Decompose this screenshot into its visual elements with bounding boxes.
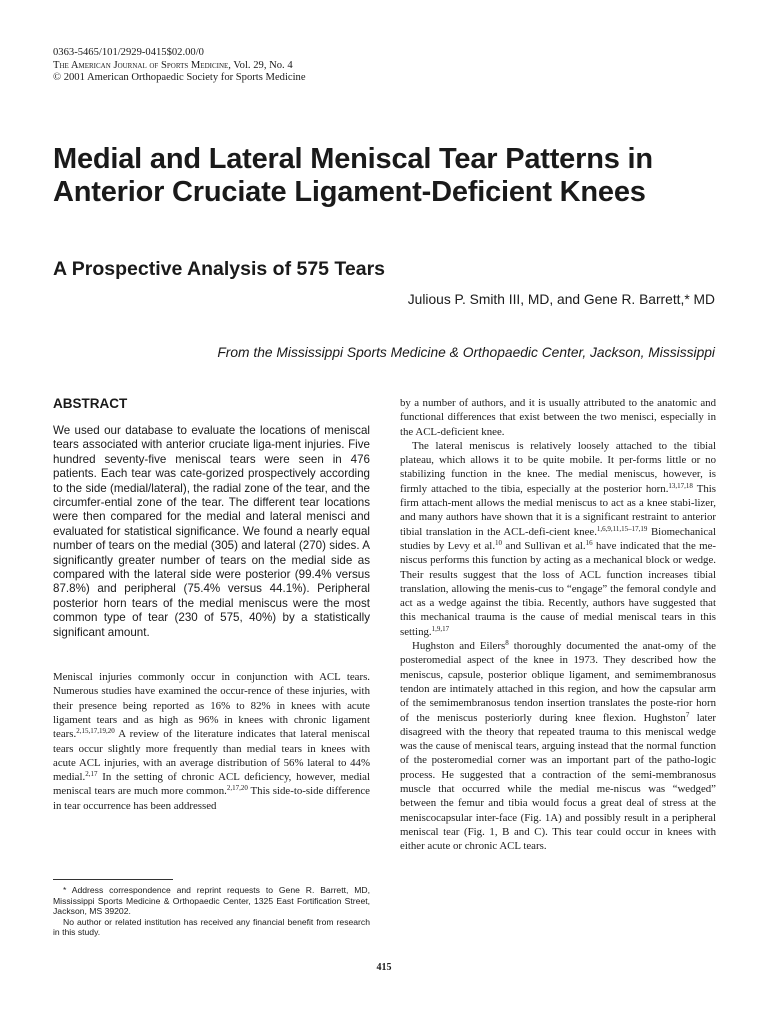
abstract-text: We used our database to evaluate the locations of meniscal tears associated with anterior cruciate liga-ment injuries. Five hundred seventy-five meniscal tears were seen in 476 patients. Each tear was cate-gorized prospectively according to the side (medial/lateral), the radial zone of the tear, and the circumfer-ential zone of the tear. The different tear locations were then compared for the medial and lateral menisci and evaluated for statistical significance. We found a nearly equal number of tears on the medial (305) and lateral (270) sides. A significantly greater number of tears on the medial side as compared with the lateral side were posterior (99.4% versus 87.8%) and peripheral (75.4% versus 44.1%). Peripheral posterior horn tears of the medial meniscus were the most common type of tear (230 of 575, 40%) by a statistically significant amount. — [53, 424, 370, 639]
citation-ref: 1,6,9,11,15–17,19 — [596, 524, 648, 533]
left-column — [53, 396, 370, 813]
citation-ref: 7 — [685, 710, 690, 719]
affiliation: From the Mississippi Sports Medicine & Orthopaedic Center, Jackson, Mississippi — [217, 345, 715, 360]
journal-name: The American Journal of Sports Medicine — [53, 59, 229, 71]
footnote-disclosure: No author or related institution has received any financial benefit from research in this study. — [53, 916, 370, 938]
intro-text-4: This side-to-side difference in tear occurrence has been addressed — [53, 785, 370, 812]
intro-text-3: In the setting of chronic ACL deficiency, however, medial meniscal tears are much more common. — [53, 771, 370, 798]
citation-ref: 13,17,18 — [668, 481, 693, 490]
body-paragraph-1: by a number of authors, and it is usually attributed to the anatomic and functional differences that exist between the two menisci, especially in the ACL-deficient knee. — [400, 397, 716, 438]
citation-ref: 2,17 — [85, 770, 98, 779]
citation-ref: 10 — [495, 538, 503, 547]
journal-header — [53, 47, 306, 85]
author-list: Julious P. Smith III, MD, and Gene R. Barrett,* MD — [407, 292, 715, 307]
p2-text-b: This firm attach-ment allows the medial meniscus to act as a knee stabi-lizer, and many authors have shown that it is a significant restraint to anterior tibial translation in the ACL-defi-cient knee. — [400, 482, 716, 538]
citation-ref: 2,17,20 — [226, 784, 248, 793]
footnotes — [53, 885, 370, 938]
p3-text-a: Hughston and Eilers — [412, 640, 506, 653]
p2-text-c: Biomechanical studies by Levy et al. — [400, 525, 716, 552]
body-paragraph-2 — [400, 439, 716, 639]
abstract-heading: ABSTRACT — [53, 396, 128, 411]
page-number: 415 — [376, 962, 392, 973]
p2-text-a: The lateral meniscus is relatively loosely attached to the tibial plateau, which allows it to be quite mobile. It per-forms little or no stabilizing function in the knee. The medial meniscus, however, is firmly attached to the tibia, especially at the posterior horn. — [400, 439, 716, 495]
article-title: Medial and Lateral Meniscal Tear Patterns in Anterior Cruciate Ligament-Deficient Knees — [53, 143, 653, 208]
p2-text-d: and Sullivan et al. — [502, 539, 586, 552]
citation-ref: 1,9,17 — [431, 624, 450, 633]
intro-paragraph — [53, 670, 370, 813]
p3-text-c: later disagreed with the theory that repeated trauma to this meniscal wedge was the cause of meniscal tears, arguing instead that the normal function of the posteromedial corner was an important part of the patho-logic process. He suggested that a contraction of the semi-membranosus muscle that occurred while the medial me-niscus was “wedged” between the femur and tibia would focus a great deal of stress at the meniscocapsular inter-face (Fig. 1A) and possibly result in a peripheral meniscal tear (Fig. 1, B and C). This tear could occur in knees with either acute or chronic ACL tears. — [400, 711, 716, 853]
intro-text-1: Meniscal injuries commonly occur in conjunction with ACL tears. Numerous studies have examined the occur-rence of these injuries, with their presence being reported as 16% to 82% in knees with acute ligament tears and as high as 96% in knees with chronic ligament tears. — [53, 671, 370, 741]
right-column — [400, 396, 716, 854]
footnote-divider — [53, 879, 173, 880]
p2-text-e: have indicated that the me-niscus performs this function by acting as a mechanical block or wedge. Their results suggest that the loss of ACL function increases tibial translation, allowing the menis-cus to “engage” the femoral condyle and act as a wedge against the tibia. Recently, authors have suggested that this mechanical trauma is the cause of medial meniscal tears in this setting. — [400, 539, 717, 638]
issn-line: 0363-5465/101/2929-0415$02.00/0 — [53, 47, 204, 58]
body-paragraph-3 — [400, 639, 716, 853]
citation-ref: 8 — [505, 639, 509, 648]
intro-text-2: A review of the literature indicates that lateral meniscal tears occur slightly more frequently than medial tears in knees with acute ACL injuries, with an average distribution of 56% lateral to 44% medial. — [53, 728, 370, 784]
journal-citation — [53, 60, 306, 73]
article-subtitle: A Prospective Analysis of 575 Tears — [53, 258, 386, 280]
journal-volume: , Vol. 29, No. 4 — [228, 59, 293, 71]
citation-ref: 16 — [585, 538, 593, 547]
footnote-correspondence: * Address correspondence and reprint requests to Gene R. Barrett, MD, Mississippi Sports Medicine & Orthopaedic Center, 1325 East Fortification Street, Jackson, MS 39202. — [53, 885, 370, 917]
citation-ref: 2,15,17,19,20 — [76, 727, 115, 736]
p3-text-b: thoroughly documented the anat-omy of the posteromedial aspect of the knee in 1973. They described how the meniscus, capsule, posterior oblique ligament, and semimembranosus tendon are intimately attached in this region, and how the capsular arm of the semimembranosus tendon insertion translates the poste-rior horn of the meniscus posteriorly during knee flexion. Hughston — [400, 640, 716, 724]
copyright-line: © 2001 American Orthopaedic Society for Sports Medicine — [53, 72, 306, 84]
